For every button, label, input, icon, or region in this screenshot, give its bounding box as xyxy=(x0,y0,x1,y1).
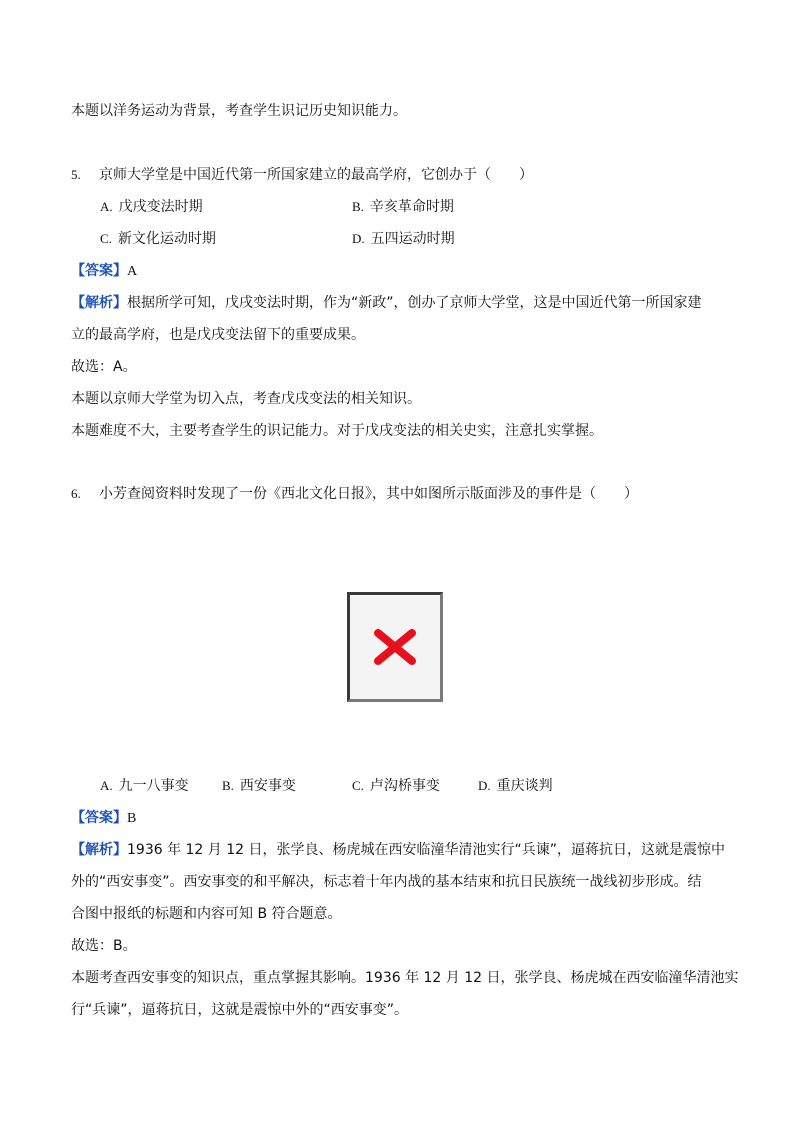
question-5-stem xyxy=(71,165,533,185)
question-text: 京师大学堂是中国近代第一所国家建立的最高学府，它创办于（ ） xyxy=(99,167,533,183)
q5-answer xyxy=(71,261,137,282)
q5-option-b: B. 辛亥革命时期 xyxy=(352,199,454,215)
q5-option-d: D. 五四运动时期 xyxy=(352,231,455,247)
q5-option-a: A. 戊戌变法时期 xyxy=(100,199,203,215)
answer-value: A xyxy=(127,264,138,279)
intro-line: 本题以洋务运动为背景，考查学生识记历史知识能力。 xyxy=(71,103,407,119)
question-6-stem xyxy=(71,484,638,504)
q6-analysis-line-1: 【解析】1936 年 12 月 12 日，张学良、杨虎城在西安临潼华清池实行“兵谏”，逼蒋抗日，这就是震惊中 xyxy=(71,842,726,858)
red-x-icon xyxy=(372,627,418,667)
q5-option-c: C. 新文化运动时期 xyxy=(100,231,216,247)
answer-tag: 【答案】 xyxy=(71,810,127,826)
q5-analysis-line-1: 【解析】根据所学可知，戊戌变法时期，作为“新政”，创办了京师大学堂，这是中国近代第一所国家建 xyxy=(71,295,702,311)
analysis-tag: 【解析】 xyxy=(71,295,127,311)
q6-analysis-line-2: 外的“西安事变”。西安事变的和平解决，标志着十年内战的基本结束和抗日民族统一战线初步形成。结 xyxy=(71,874,702,890)
q5-note-1: 本题以京师大学堂为切入点，考查戊戌变法的相关知识。 xyxy=(71,391,421,407)
question-number: 6. xyxy=(71,486,81,501)
q6-option-b: B. 西安事变 xyxy=(222,778,296,794)
q5-analysis-line-2: 立的最高学府，也是戊戌变法留下的重要成果。 xyxy=(71,327,365,343)
q6-option-a: A. 九一八事变 xyxy=(100,778,189,794)
analysis-tag: 【解析】 xyxy=(71,842,127,858)
q6-answer xyxy=(71,808,136,829)
broken-image-icon xyxy=(347,592,443,702)
q6-option-c: C. 卢沟桥事变 xyxy=(352,778,440,794)
answer-tag: 【答案】 xyxy=(71,263,127,279)
question-number: 5. xyxy=(71,167,81,182)
answer-value: B xyxy=(127,811,137,826)
question-text: 小芳查阅资料时发现了一份《西北文化日报》，其中如图所示版面涉及的事件是（ ） xyxy=(99,486,638,502)
q5-note-2: 本题难度不大，主要考查学生的识记能力。对于戊戌变法的相关史实，注意扎实掌握。 xyxy=(71,423,603,439)
q6-note-1: 本题考查西安事变的知识点，重点掌握其影响。1936 年 12 月 12 日，张学良、杨虎城在西安临潼华清池实 xyxy=(71,970,739,986)
q6-analysis-line-3: 合图中报纸的标题和内容可知 B 符合题意。 xyxy=(71,906,342,922)
q6-option-d: D. 重庆谈判 xyxy=(478,778,553,794)
q6-choice: 故选：B。 xyxy=(71,938,137,954)
q5-choice: 故选：A。 xyxy=(71,359,137,375)
q6-note-2: 行“兵谏”，逼蒋抗日，这就是震惊中外的“西安事变”。 xyxy=(71,1002,409,1018)
